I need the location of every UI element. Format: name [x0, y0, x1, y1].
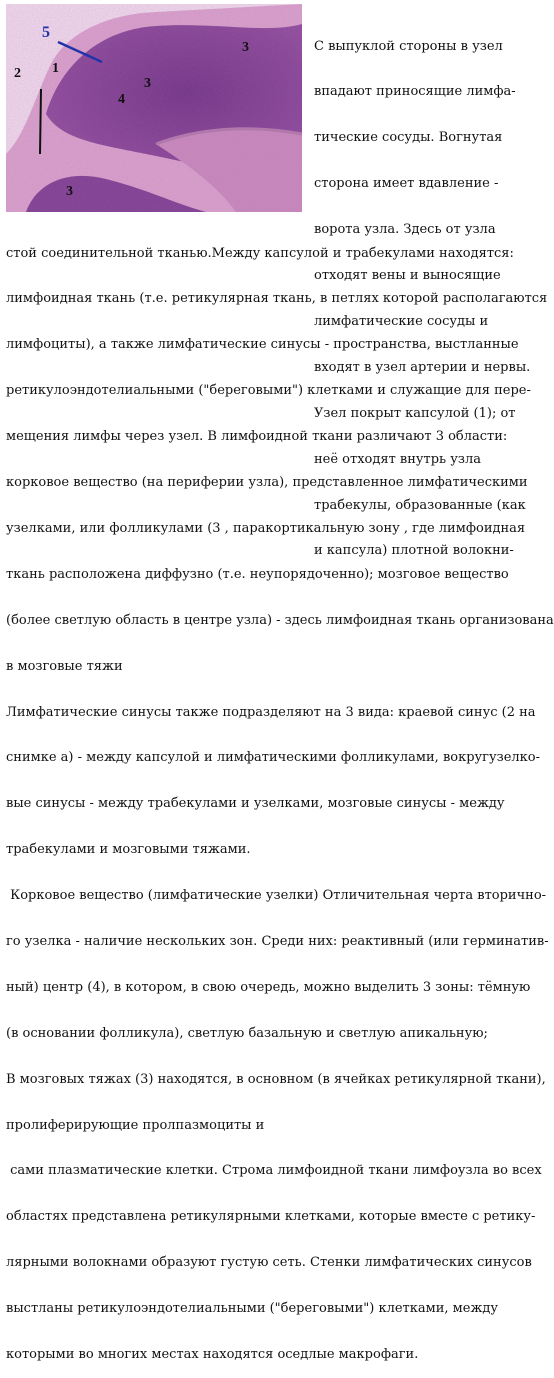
label-4: 4 — [118, 92, 125, 107]
label-3-top-right: 3 — [242, 40, 249, 55]
text-body-block — [6, 215, 554, 1378]
pointer-line-2 — [40, 89, 41, 154]
text-line: трабекулы, образованные (как — [314, 497, 526, 513]
text-line: го узелка - наличие нескольких зон. Среди них: реактивный (или герминатив- — [6, 933, 549, 949]
text-line: лимфоциты), а также лимфатические синусы - пространства, выстланные — [6, 337, 519, 353]
text-line: (более светлую область в центре узла) - здесь лимфоидная ткань организована — [6, 612, 554, 628]
text-line: сторона имеет вдавление - — [314, 176, 499, 192]
text-line: Лимфатические синусы также подразделяют на 3 вида: краевой синус (2 на — [6, 704, 536, 720]
text-line: ворота узла. Здесь от узла — [314, 222, 496, 238]
text-line: и капсула) плотной волокни- — [314, 543, 514, 559]
text-line: мещения лимфы через узел. В лимфоидной ткани различают 3 области: — [6, 429, 508, 445]
text-line: неё отходят внутрь узла — [314, 451, 481, 467]
lymph-node-micrograph — [6, 4, 302, 212]
text-line: Корковое вещество (лимфатические узелки) Отличительная черта вторично- — [6, 888, 547, 904]
text-line: которыми во многих местах находятся оседлые макрофаги. — [6, 1346, 419, 1362]
label-2: 2 — [14, 66, 21, 81]
text-line: Узел покрыт капсулой (1); от — [314, 405, 516, 421]
text-line: (в основании фолликула), светлую базальную и светлую апикальную; — [6, 1025, 488, 1041]
text-line: в мозговые тяжи — [6, 658, 123, 674]
text-line: лимфатические сосуды и — [314, 313, 489, 329]
text-line: входят в узел артерии и нервы. — [314, 359, 531, 375]
text-line: В мозговых тяжах (3) находятся, в основном (в ячейках ретикулярной ткани), — [6, 1071, 546, 1087]
text-line: узелками, или фолликулами (3 , паракортикальную зону , где лимфоидная — [6, 520, 526, 536]
text-line: стой соединительной тканью.Между капсулой и трабекулами находятся: — [6, 245, 514, 261]
text-line: отходят вены и выносящие — [314, 268, 501, 284]
text-line: сами плазматические клетки. Строма лимфоидной ткани лимфоузла во всех — [6, 1163, 542, 1179]
text-line: ретикулоэндотелиальными ("береговыми") клетками и служащие для пере- — [6, 383, 531, 399]
text-line: С выпуклой стороны в узел — [314, 38, 503, 54]
text-line: пролиферирующие пролпазмоциты и — [6, 1117, 265, 1133]
text-line: трабекулами и мозговыми тяжами. — [6, 842, 251, 858]
label-5: 5 — [42, 24, 50, 41]
label-3-center: 3 — [144, 76, 151, 91]
label-3-bottom: 3 — [66, 184, 73, 199]
text-line: корковое вещество (на периферии узла), представленное лимфатическими — [6, 475, 528, 491]
text-line: лярными волокнами образуют густую сеть. Стенки лимфатических синусов — [6, 1255, 532, 1271]
label-1: 1 — [52, 61, 59, 76]
text-line: снимке а) - между капсулой и лимфатическими фолликулами, вокругузелко- — [6, 750, 541, 766]
text-line: областях представлена ретикулярными клетками, которые вместе с ретику- — [6, 1209, 536, 1225]
text-line: тические сосуды. Вогнутая — [314, 130, 503, 146]
text-line: вые синусы - между трабекулами и узелками, мозговые синусы - между — [6, 796, 505, 812]
text-line: ный) центр (4), в котором, в свою очередь, можно выделить 3 зоны: тёмную — [6, 979, 531, 995]
text-line: выстланы ретикулоэндотелиальными ("береговыми") клетками, между — [6, 1301, 499, 1317]
text-line: впадают приносящие лимфа- — [314, 84, 516, 100]
text-line: ткань расположена диффузно (т.е. неупорядоченно); мозговое вещество — [6, 566, 509, 582]
text-line: лимфоидная ткань (т.е. ретикулярная ткань, в петлях которой располагаются — [6, 291, 548, 307]
